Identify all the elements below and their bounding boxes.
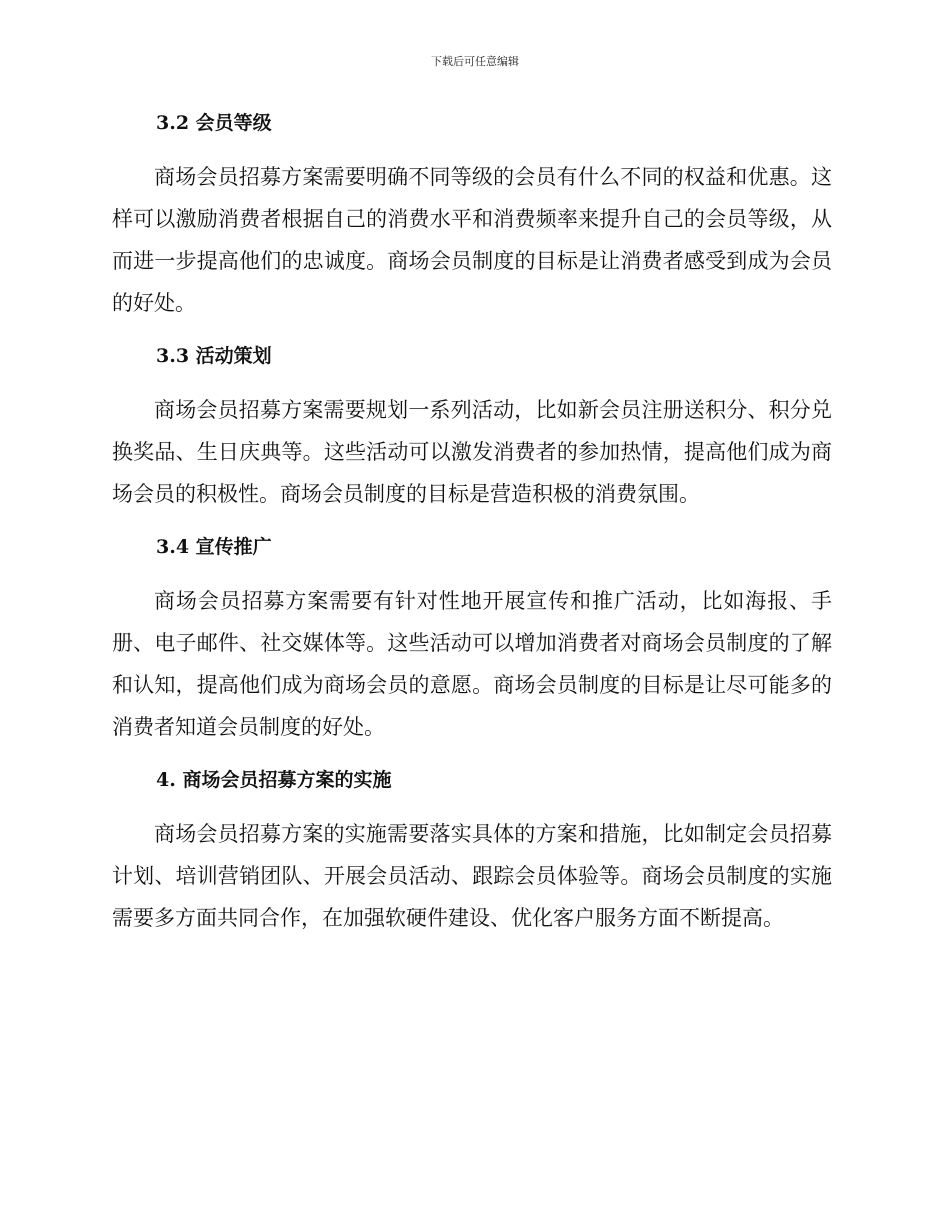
section-heading: 3.4 宣传推广 <box>156 536 272 558</box>
page-header: 下载后可任意编辑 <box>431 55 519 68</box>
section-paragraph: 商场会员招募方案需要有针对性地开展宣传和推广活动，比如海报、手册、电子邮件、社交媒体等。这些活动可以增加消费者对商场会员制度的了解和认知，提高他们成为商场会员的意愿。商场会员制度的目标是让尽可能多的消费者知道会员制度的好处。 <box>112 589 832 739</box>
document-body <box>112 108 832 956</box>
section-heading: 3.3 活动策划 <box>156 345 272 367</box>
section-member-levels <box>112 108 832 324</box>
section-paragraph: 商场会员招募方案的实施需要落实具体的方案和措施，比如制定会员招募计划、培训营销团队、开展会员活动、跟踪会员体验等。商场会员制度的实施需要多方面共同合作，在加强软硬件建设、优化客户服务方面不断提高。 <box>112 822 832 930</box>
section-promotion <box>112 532 832 748</box>
section-paragraph: 商场会员招募方案需要规划一系列活动，比如新会员注册送积分、积分兑换奖品、生日庆典等。这些活动可以激发消费者的参加热情，提高他们成为商场会员的积极性。商场会员制度的目标是营造积极的消费氛围。 <box>112 398 832 506</box>
section-implementation <box>112 765 832 939</box>
section-heading: 4. 商场会员招募方案的实施 <box>156 769 392 791</box>
section-paragraph: 商场会员招募方案需要明确不同等级的会员有什么不同的权益和优惠。这样可以激励消费者根据自己的消费水平和消费频率来提升自己的会员等级，从而进一步提高他们的忠诚度。商场会员制度的目标是让消费者感受到成为会员的好处。 <box>112 165 832 315</box>
section-activity-planning <box>112 341 832 515</box>
section-heading: 3.2 会员等级 <box>156 112 272 134</box>
